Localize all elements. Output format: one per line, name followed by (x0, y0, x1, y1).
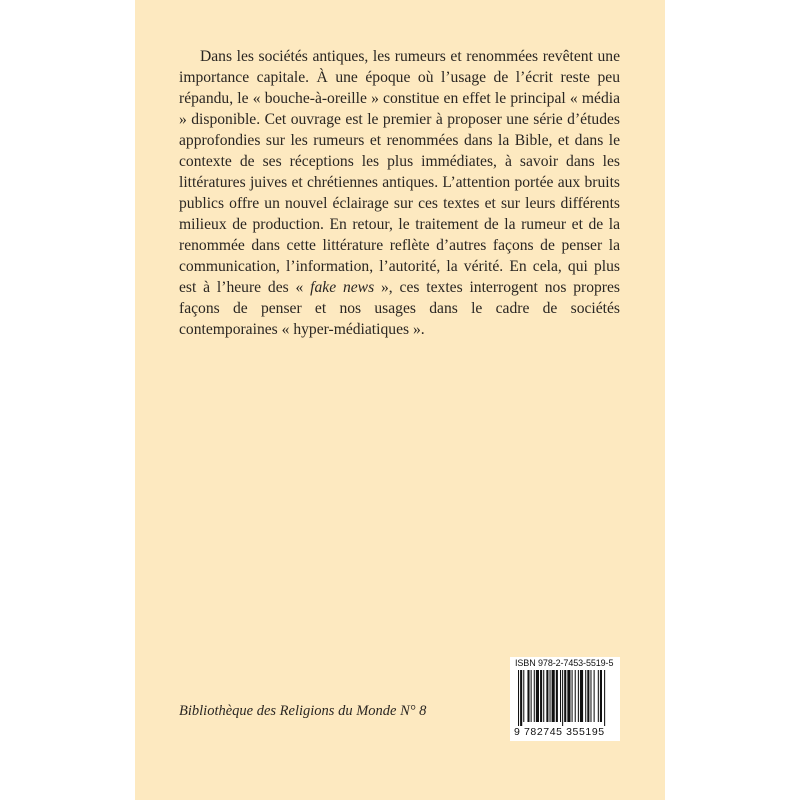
isbn-label: ISBN 978-2-7453-5519-5 (515, 658, 614, 668)
barcode-bar (578, 670, 579, 722)
barcode-bar (523, 670, 524, 722)
barcode-bar (572, 670, 573, 722)
barcode-bar (531, 670, 532, 722)
barcode-bar (552, 670, 555, 722)
barcode-bar (564, 670, 566, 722)
blurb-text-end: », ces textes interrogent nos propres façons de penser et nos usages dans le cadre de sociétés contemporaines « hyper-médiatiques ». (179, 279, 620, 338)
barcode-bar (580, 670, 583, 722)
barcode-bar (590, 670, 591, 722)
barcode-bar (560, 670, 561, 722)
isbn-barcode-block (510, 657, 620, 741)
barcode-bar (520, 670, 522, 726)
barcode-bar (562, 670, 563, 726)
barcode-bar (543, 670, 544, 722)
barcode-bar (556, 670, 558, 722)
barcode-bar (600, 670, 602, 722)
blurb-text-start: Dans les sociétés antiques, les rumeurs et renommées revêtent une importance capitale. À une époque où l’usage de l’écrit reste peu répandu, le « bouche-à-oreille » constitue en effet le principal « média » disponible. Cet ouvrage est le premier à proposer une série d’études approfondies sur les rumeurs et renommées dans la Bible, et dans le contexte de ses réceptions les plus immédiates, à savoir dans les littératures juives et chrétiennes antiques. L’attention portée aux bruits publics offre un nouvel éclairage sur ces textes et sur leurs différents milieux de production. En retour, le traitement de la rumeur et de la renommée dans cette littérature reflète d’autres façons de penser la communication, l’information, l’autorité, la vérité. En cela, qui plus est à l’heure des « (179, 48, 620, 296)
barcode-bar (585, 670, 586, 722)
barcode-bar (546, 670, 548, 722)
barcode-bar (518, 670, 519, 726)
series-title: Bibliothèque des Religions du Monde N° 8 (179, 703, 427, 719)
barcode-bar (587, 670, 589, 722)
barcode-bar (598, 670, 599, 722)
barcode-bar (550, 670, 551, 722)
blurb-paragraph (179, 46, 620, 340)
barcode-digits: 9 782745 355195 (514, 726, 605, 738)
barcode-bar (604, 670, 605, 726)
barcode (510, 670, 620, 726)
barcode-bar (527, 670, 529, 722)
barcode-bar (534, 670, 535, 722)
barcode-bar (594, 670, 595, 722)
barcode-bar (540, 670, 542, 722)
barcode-bar (575, 670, 576, 722)
blurb-emphasis: fake news (310, 279, 375, 296)
barcode-bar (536, 670, 539, 722)
barcode-bar (567, 670, 570, 722)
